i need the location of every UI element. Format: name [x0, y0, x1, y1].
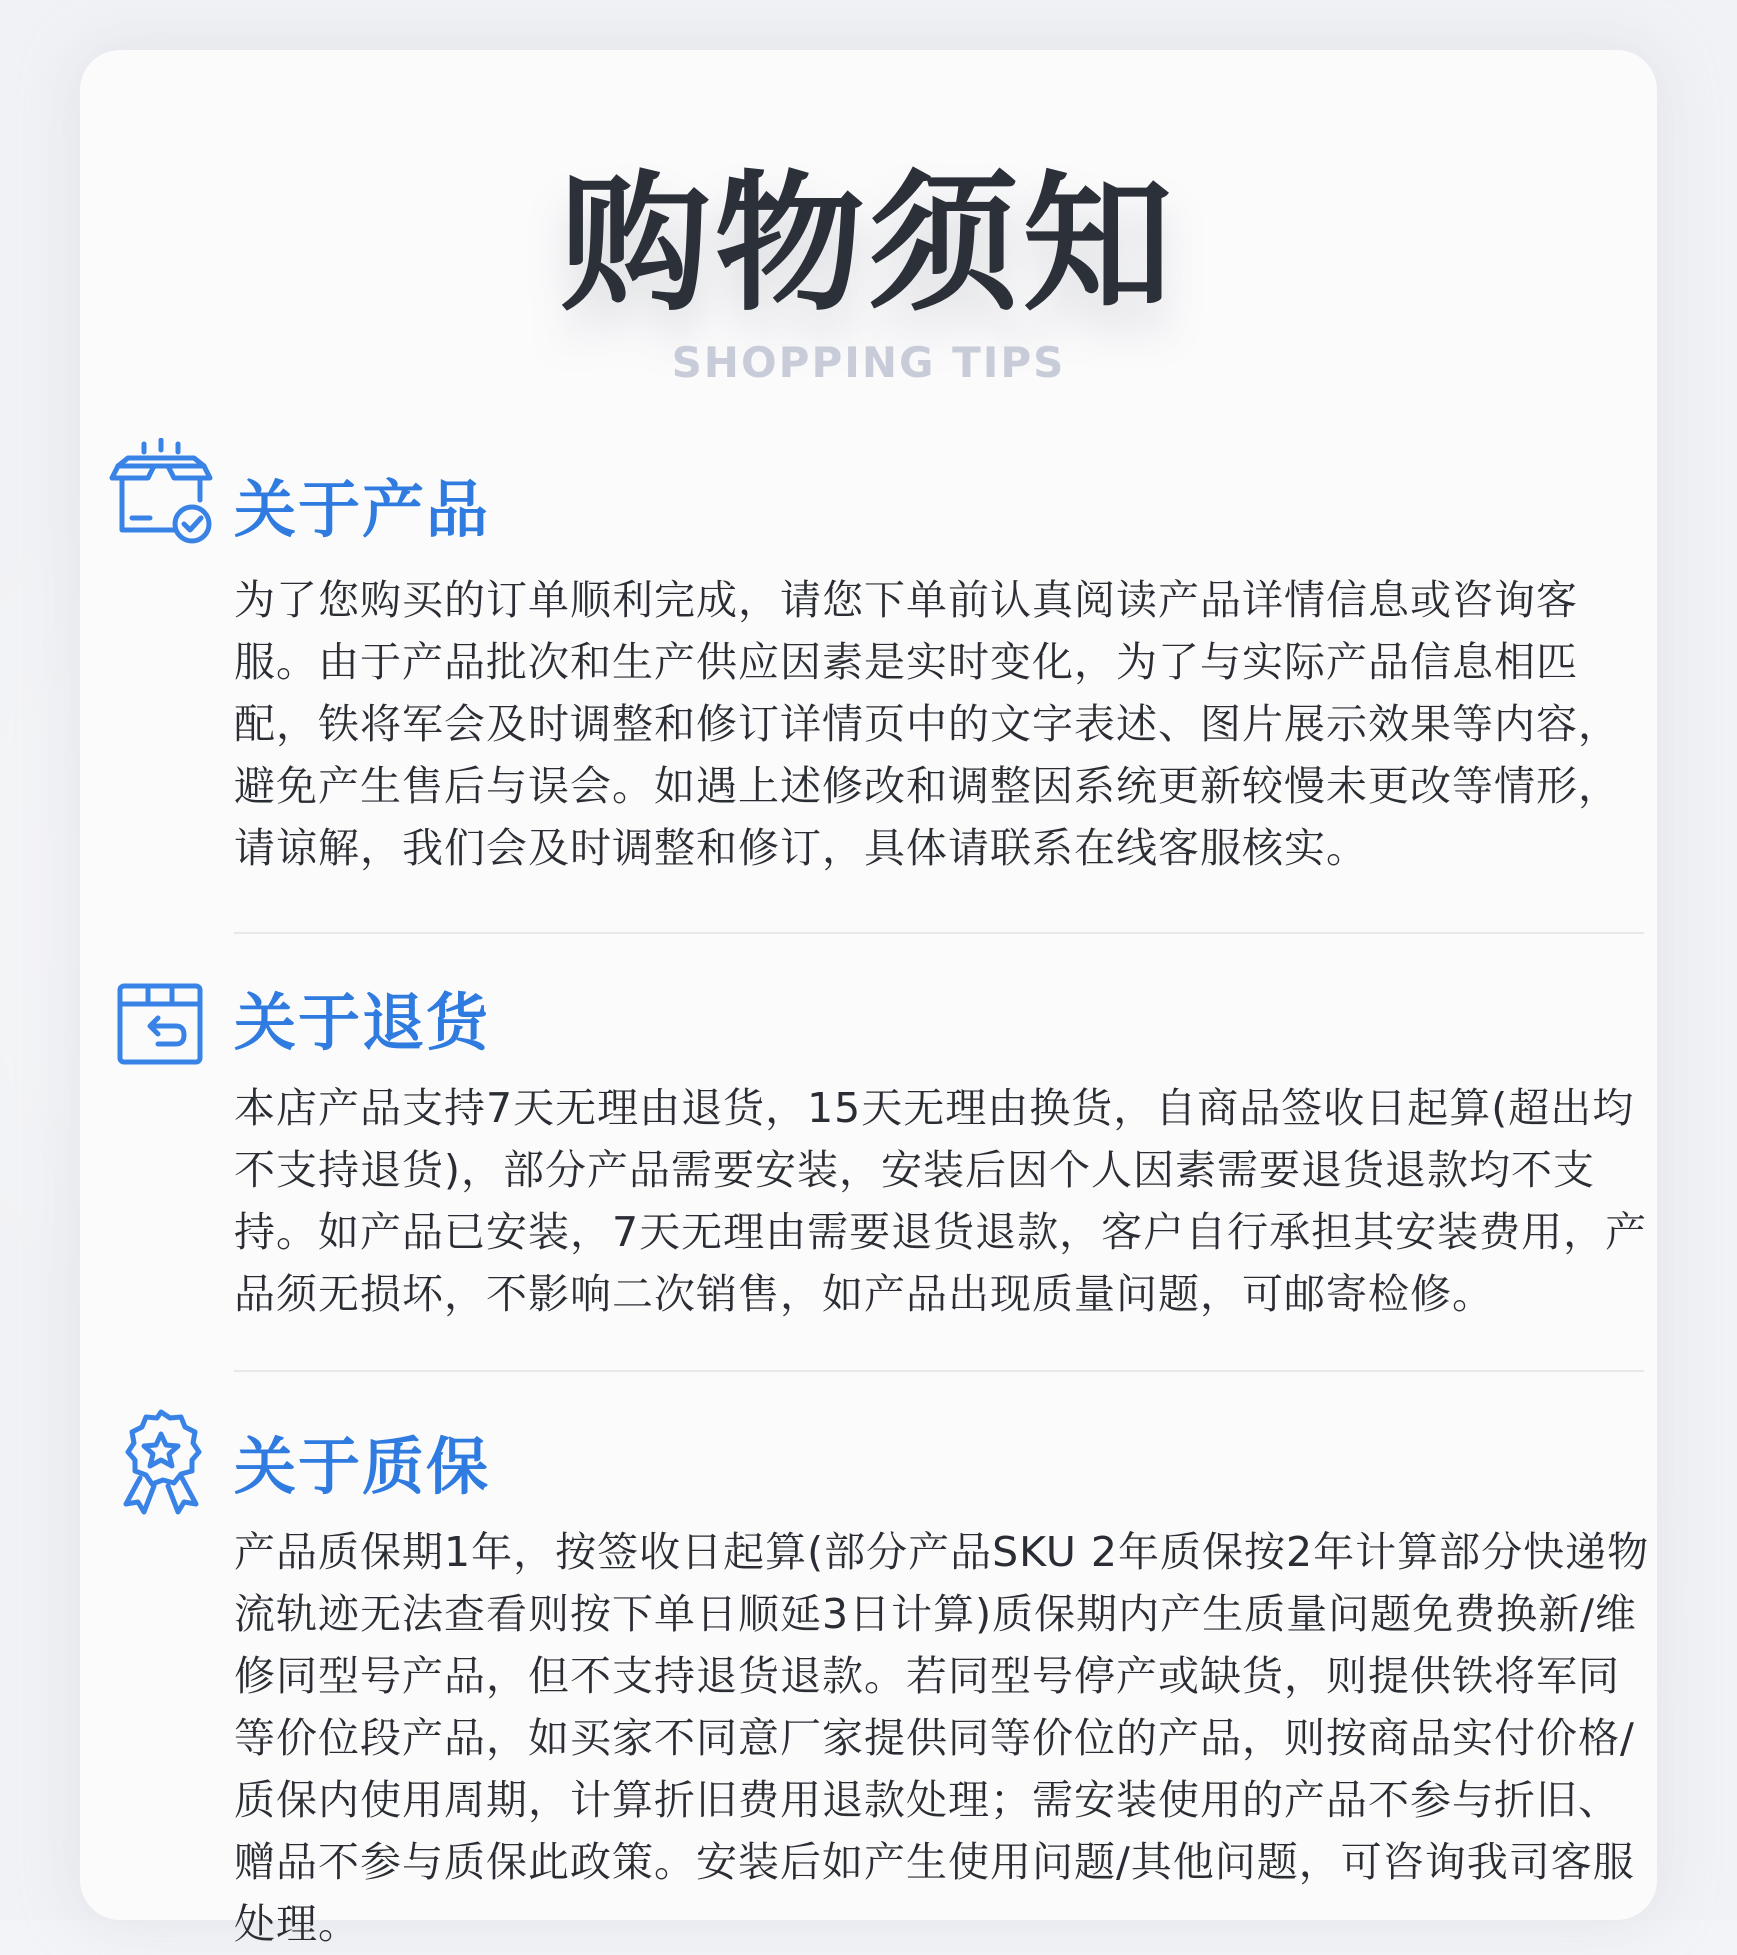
page-title: 购物须知 — [560, 158, 1177, 332]
return-box-icon — [106, 968, 216, 1078]
section-body-warranty: 产品质保期1年，按签收日起算(部分产品SKU 2年质保按2年计算部分快递物流轨迹无法查看则按下单日顺延3日计算)质保期内产生质量问题免费换新/维修同型号产品，但不支持退货退款。若同型号停产或缺货，则提供铁将军同等价位段产品，如买家不同意厂家提供同等价位的产品，则按商品实付价格/质保内使用周期，计算折旧费用退款处理；需安装使用的产品不参与折旧、赠品不参与质保此政策。安装后如产生使用问题/其他问题，可咨询我司客服处理。 — [234, 1528, 1650, 1948]
section-body-return: 本店产品支持7天无理由退货，15天无理由换货，自商品签收日起算(超出均不支持退货)，部分产品需要安装，安装后因个人因素需要退货退款均不支持。如产品已安装，7天无理由需要退货退款，客户自行承担其安装费用，产品须无损坏，不影响二次销售，如产品出现质量问题，可邮寄检修。 — [234, 1084, 1648, 1318]
award-badge-icon — [106, 1406, 216, 1516]
section-divider — [234, 932, 1644, 934]
section-title-warranty: 关于质保 — [234, 1430, 491, 1503]
section-divider — [234, 1370, 1644, 1372]
page-subtitle: SHOPPING TIPS — [671, 338, 1066, 387]
section-body-product: 为了您购买的订单顺利完成，请您下单前认真阅读产品详情信息或咨询客服。由于产品批次和生产供应因素是实时变化，为了与实际产品信息相匹配，铁将军会及时调整和修订详情页中的文字表述、图片展示效果等内容，避免产生售后与误会。如遇上述修改和调整因系统更新较慢未更改等情形，请谅解，我们会及时调整和修订，具体请联系在线客服核实。 — [234, 576, 1620, 872]
section-title-product: 关于产品 — [234, 473, 491, 546]
box-check-icon — [106, 438, 216, 548]
section-title-return: 关于退货 — [234, 986, 491, 1059]
